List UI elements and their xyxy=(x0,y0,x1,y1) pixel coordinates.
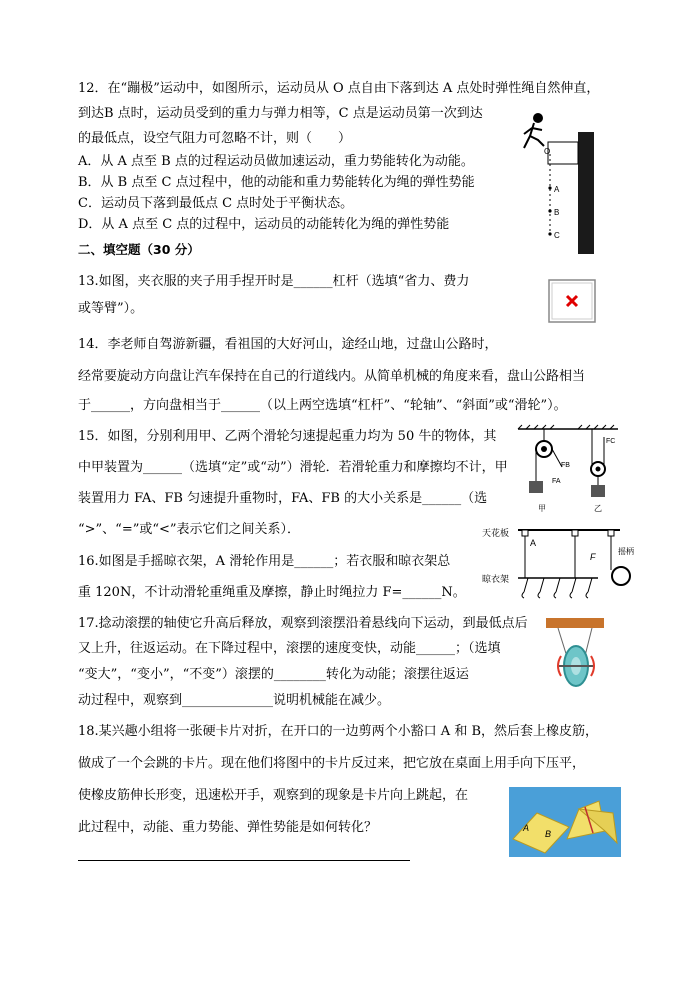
jumping-card-figure xyxy=(509,787,621,857)
section-heading: 二、填空题（30 分） xyxy=(78,242,200,257)
bungee-label-b: B xyxy=(554,208,560,217)
q17-line4: 动过程中，观察到______________说明机械能在减少。 xyxy=(78,693,391,708)
answer-line xyxy=(78,860,410,861)
rack-label-f: F xyxy=(590,552,596,562)
q18-line4: 此过程中，动能、重力势能、弹性势能是如何转化？ xyxy=(78,820,378,835)
q12-option-b: B．从 B 点至 C 点过程中，他的动能和重力势能转化为绳的弹性势能 xyxy=(78,175,475,190)
clothes-rack-figure xyxy=(480,520,640,612)
q12-option-a: A．从 A 点至 B 点的过程运动员做加速运动，重力势能转化为动能。 xyxy=(78,154,474,169)
rack-label-rack: 晾衣架 xyxy=(482,575,510,585)
pulley-label-fb: FB xyxy=(561,462,570,469)
pulley-figure xyxy=(514,423,624,515)
bungee-figure xyxy=(520,112,600,257)
rack-label-a: A xyxy=(530,538,537,548)
pulley-label-fc: FC xyxy=(606,438,616,445)
q12-line2: 到达B 点时，运动员受到的重力与弹力相等，C 点是运动员第一次到达 xyxy=(78,106,483,121)
pulley-label-yi: 乙 xyxy=(594,504,602,513)
q18-line3: 使橡皮筋伸长形变，迅速松开手，观察到的现象是卡片向上跳起，在 xyxy=(78,788,469,803)
q17-line2: 又上升，往返运动。在下降过程中，滚摆的速度变快，动能______；（选填 xyxy=(78,641,501,656)
q13-line2: 或等臂”）。 xyxy=(78,301,144,316)
missing-image-icon xyxy=(548,279,596,323)
q15-line4: “>”、“=”或“<”表示它们之间关系）． xyxy=(78,522,301,537)
q15-line2: 中甲装置为______（选填“定”或“动”）滑轮．若滑轮重力和摩擦均不计，甲 xyxy=(78,460,508,475)
rack-label-ceiling: 天花板 xyxy=(482,529,510,539)
q12-line3: 的最低点，设空气阻力可忽略不计，则（ ） xyxy=(78,131,352,146)
q14-line1: 14．李老师自驾游新疆，看祖国的大好河山，途经山地，过盘山公路时， xyxy=(78,337,498,352)
bungee-label-a: A xyxy=(554,185,560,194)
q17-line1: 17.捻动滚摆的轴使它升高后释放，观察到滚摆沿着悬线向下运动，到最低点后 xyxy=(78,616,528,631)
pulley-label-fa: FA xyxy=(552,478,561,485)
q16-line2: 重 120N，不计动滑轮重绳重及摩擦，静止时绳拉力 F=______N。 xyxy=(78,585,466,600)
q15-line3: 装置用力 FA、FB 匀速提升重物时，FA、FB 的大小关系是______（选 xyxy=(78,491,488,506)
q14-line3: 于______，方向盘相当于______（以上两空选填“杠杆”、“轮轴”、“斜面”或“滑轮”）。 xyxy=(78,398,567,413)
card-label-a: A xyxy=(523,823,530,833)
bungee-label-c: C xyxy=(554,231,560,240)
rack-label-handle: 摇柄 xyxy=(618,547,634,556)
maxwell-wheel-figure xyxy=(546,618,604,702)
q15-line1: 15．如图，分别利用甲、乙两个滑轮匀速提起重力均为 50 牛的物体，其 xyxy=(78,429,497,444)
q12-line1: 12．在“蹦极”运动中，如图所示，运动员从 O 点自由下落到达 A 点处时弹性绳自然伸直， xyxy=(78,81,600,96)
card-label-b: B xyxy=(545,829,552,839)
q14-line2: 经常要旋动方向盘让汽车保持在自己的行道线内。从简单机械的角度来看，盘山公路相当 xyxy=(78,369,586,384)
pulley-label-jia: 甲 xyxy=(538,504,546,513)
q13-line1: 13.如图，夹衣服的夹子用手捏开时是______杠杆（选填“省力、费力 xyxy=(78,274,470,289)
q17-line3: “变大”，“变小”，“不变”）滚摆的________转化为动能；滚摆往返运 xyxy=(78,667,469,682)
q18-line1: 18.某兴趣小组将一张硬卡片对折，在开口的一边剪两个小豁口 A 和 B，然后套上橡皮筋， xyxy=(78,724,599,739)
q18-line2: 做成了一个会跳的卡片。现在他们将图中的卡片反过来，把它放在桌面上用手向下压平， xyxy=(78,756,586,771)
q16-line1: 16.如图是手摇晾衣架，A 滑轮作用是______；若衣服和晾衣架总 xyxy=(78,554,451,569)
q12-option-d: D．从 A 点至 C 点的过程中，运动员的动能转化为绳的弹性势能 xyxy=(78,217,450,232)
q12-option-c: C．运动员下落到最低点 C 点时处于平衡状态。 xyxy=(78,196,354,211)
bungee-label-o: O xyxy=(544,147,551,156)
